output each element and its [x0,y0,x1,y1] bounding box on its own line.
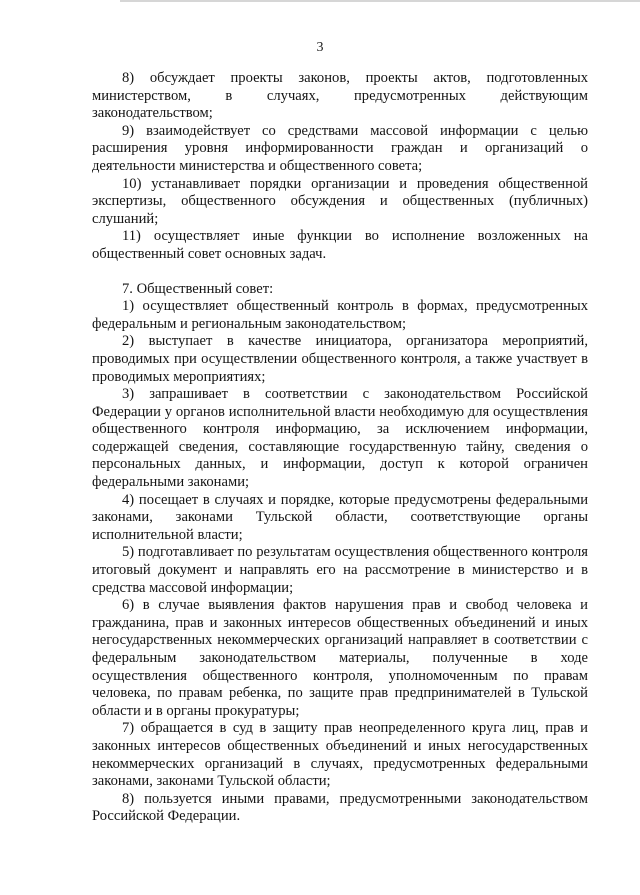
section-7-heading: 7. Общественный совет: [122,280,274,297]
section-7-item-7: 7) обращается в суд в защиту прав неопределенного круга лиц, прав и законных интересов общественных объединений и иных негосударственных некоммерческих организаций в случаях, предусмотренных федеральными законами, законами Тульской области; [92,720,588,790]
item-8-discuss-drafts: 8) обсуждает проекты законов, проекты актов, подготовленных министерством, в случаях, предусмотренных действующим законодательством; [92,70,588,122]
section-7-item-6: 6) в случае выявления фактов нарушения прав и свобод человека и гражданина, прав и законных интересов общественных объединений и иных негосударственных некоммерческих организаций направляет в соответствии с федеральным законодательством материалы, полученные в ходе осуществления общественного контроля, уполномоченным по правам человека, по правам ребенка, по защите прав предпринимателей в Тульской области и в органы прокуратуры; [92,597,588,719]
item-11-other-functions: 11) осуществляет иные функции во исполнение возложенных на общественный совет основных задач. [92,228,588,262]
section-7-item-2: 2) выступает в качестве инициатора, организатора мероприятий, проводимых при осуществлении общественного контроля, а также участвует в проводимых мероприятиях; [92,333,588,385]
section-7-item-1: 1) осуществляет общественный контроль в формах, предусмотренных федеральным и региональным законодательством; [92,298,588,332]
document-body [92,70,588,826]
section-7-item-3: 3) запрашивает в соответствии с законодательством Российской Федерации у органов исполнительной власти необходимую для осуществления общественного контроля информацию, за исключением информации, содержащей сведения, составляющие государственную тайну, сведения о персональных данных, и информации, доступ к которой ограничен федеральными законами; [92,386,588,491]
page-number: 3 [316,40,324,55]
section-7-item-4: 4) посещает в случаях и порядке, которые предусмотрены федеральными законами, законами Тульской области, соответствующие органы исполнительной власти; [92,491,588,543]
section-7-item-8: 8) пользуется иными правами, предусмотренными законодательством Российской Федерации. [92,790,588,825]
item-10-expertise-procedures: 10) устанавливает порядки организации и проведения общественной экспертизы, общественного обсуждения и общественных (публичных) слушаний; [92,175,588,227]
item-9-media-interaction: 9) взаимодействует со средствами массовой информации с целью расширения уровня информированности граждан и организаций о деятельности министерства и общественного совета; [92,122,588,174]
scan-top-edge [120,0,640,2]
section-7-item-5: 5) подготавливает по результатам осуществления общественного контроля итоговый документ и направлять его на рассмотрение в министерство и в средства массовой информации; [92,544,588,596]
